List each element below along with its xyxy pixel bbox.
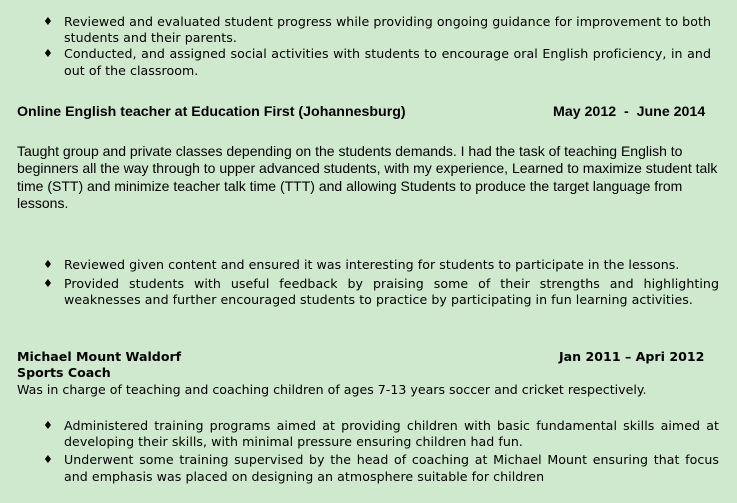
bullet-text: Reviewed given content and ensured it was interesting for students to participate in the lessons.	[64, 257, 680, 272]
job-role: Sports Coach	[17, 365, 111, 380]
diamond-bullet-icon: ♦	[43, 47, 53, 61]
list-item	[17, 257, 719, 273]
bullet-text: Underwent some training supervised by the head of coaching at Michael Mount ensuring that focus and emphasis was placed on designing an atmosphere suitable for children	[64, 452, 719, 484]
list-item	[17, 276, 719, 308]
list-item	[17, 452, 719, 484]
list-item	[17, 46, 711, 78]
bullet-text: Reviewed and evaluated student progress while providing ongoing guidance for improvement to both students and their parents.	[64, 14, 711, 46]
job-title: Online English teacher at Education First (Johannesburg)	[17, 104, 406, 120]
bullet-text: Administered training programs aimed at providing children with basic fundamental skills aimed at developing their skills, with minimal pressure ensuring children had fun.	[64, 418, 719, 450]
job-dates: May 2012 - June 2014	[553, 104, 706, 120]
job-bullets	[17, 257, 719, 309]
employer-name: Michael Mount Waldorf	[17, 349, 182, 364]
job-bullets	[17, 418, 719, 485]
diamond-bullet-icon: ♦	[43, 258, 53, 271]
job-heading	[17, 104, 717, 120]
list-item	[17, 418, 719, 450]
list-item	[17, 14, 711, 46]
diamond-bullet-icon: ♦	[43, 419, 53, 432]
job-dates: Jan 2011 – Apri 2012	[559, 349, 705, 364]
job-description: Taught group and private classes depending on the students demands. I had the task of teaching English to beginners all the way through to upper advanced students, with my experience, Learned to maximize student talk time (STT) and minimize teacher talk time (TTT) and allowing Students to produce the target language from lessons.	[17, 143, 718, 212]
diamond-bullet-icon: ♦	[43, 15, 53, 28]
diamond-bullet-icon: ♦	[43, 277, 53, 291]
diamond-bullet-icon: ♦	[43, 453, 53, 467]
bullet-text: Conducted, and assigned social activities with students to encourage oral English proficiency, in and out of the classroom.	[64, 46, 711, 78]
job-description: Was in charge of teaching and coaching children of ages 7-13 years soccer and cricket respectively.	[17, 382, 647, 397]
bullet-text: Provided students with useful feedback by praising some of their strengths and highlighting weaknesses and further encouraged students to practice by participating in fun learning activities.	[64, 276, 719, 308]
previous-job-bullets	[17, 14, 711, 79]
